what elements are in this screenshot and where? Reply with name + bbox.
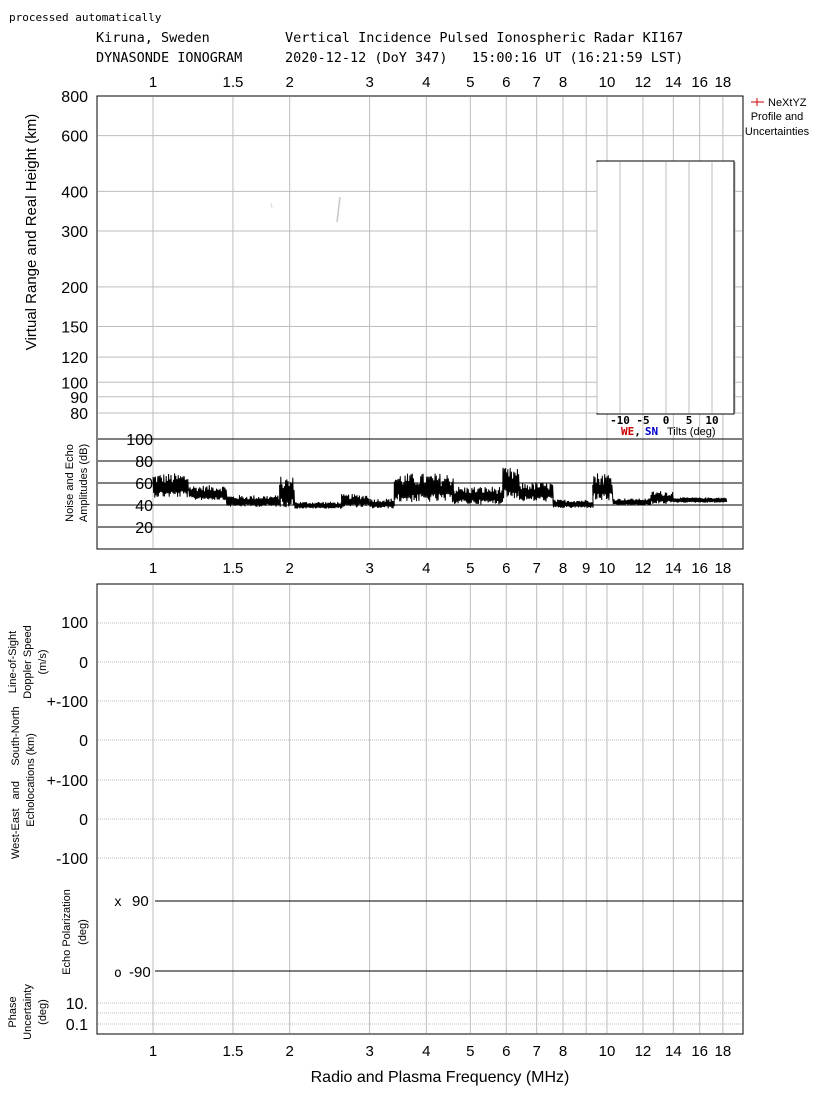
doppler-tick-label: 0 <box>79 655 88 672</box>
echoloc-sn-tick-label: 0 <box>79 733 88 750</box>
freq-tick-label: 1.5 <box>222 74 244 91</box>
amp-tick-label: 60 <box>135 476 153 493</box>
echoloc-we-tick-label: -100 <box>55 851 88 868</box>
echolocation-axis <box>47 733 88 868</box>
echoloc-sn-tick-label: +-100 <box>46 773 88 790</box>
height-tick-label: 400 <box>61 184 88 202</box>
freq-tick-label: 5 <box>466 560 475 577</box>
echo-trace <box>337 197 340 222</box>
height-tick-label: 100 <box>61 375 88 393</box>
echoloc-label-2: South-North <box>10 706 22 766</box>
tilt-we: WE <box>621 425 635 438</box>
echoloc-label-3: Echolocations (km) <box>25 733 37 827</box>
doppler-tick-label: 100 <box>61 615 88 632</box>
tilt-label <box>621 425 658 438</box>
doppler-label-2: Doppler Speed <box>22 625 34 699</box>
freq-tick-label: 7 <box>532 74 541 91</box>
legend-line1: NeXtYZ <box>768 97 807 109</box>
height-tick-label: 200 <box>61 279 88 297</box>
x-axis-label: Radio and Plasma Frequency (MHz) <box>310 1069 570 1086</box>
freq-tick-label: 12 <box>634 560 652 577</box>
tilt-tick-label: 5 <box>685 414 693 427</box>
freq-tick-label: 4 <box>422 74 431 91</box>
doppler-axis <box>47 615 88 711</box>
polar-o-value: -90 <box>129 964 151 981</box>
freq-tick-label: 16 <box>691 560 709 577</box>
freq-tick-label: 10 <box>598 1043 616 1060</box>
legend <box>745 97 810 138</box>
freq-tick-label: 14 <box>664 1043 682 1060</box>
polar-label-2: (deg) <box>77 919 89 945</box>
freq-tick-label: 12 <box>634 1043 652 1060</box>
tilt-tick-label: -5 <box>636 414 650 427</box>
height-axis-label: Virtual Range and Real Height (km) <box>23 113 40 351</box>
freq-tick-label: 12 <box>634 74 652 91</box>
height-tick-label: 120 <box>61 350 88 368</box>
amp-tick-label: 20 <box>135 520 153 537</box>
freq-axis-bottom <box>149 1043 731 1060</box>
amp-label-2: Amplitudes (dB) <box>78 443 90 523</box>
freq-tick-label: 8 <box>558 74 568 91</box>
height-tick-label: 800 <box>61 89 88 106</box>
polar-x-value: 90 <box>132 893 149 910</box>
height-tick-label: 600 <box>61 128 88 146</box>
legend-line2: Profile and <box>750 111 804 123</box>
tilt-tick-label: -10 <box>610 414 630 427</box>
doppler-tick-label: +-100 <box>46 694 88 711</box>
freq-tick-label: 1 <box>148 560 158 577</box>
freq-axis-mid <box>149 560 731 577</box>
freq-tick-label: 1 <box>148 74 158 91</box>
freq-tick-label: 16 <box>691 1043 709 1060</box>
freq-tick-label: 2 <box>285 1043 294 1060</box>
amp-tick-label: 80 <box>135 454 153 471</box>
height-tick-label: 300 <box>61 224 88 242</box>
height-tick-label: 150 <box>61 319 88 337</box>
echoloc-we-tick-label: 0 <box>79 812 88 829</box>
echoloc-label-1: West-East and <box>10 780 22 860</box>
freq-tick-label: 7 <box>532 1043 541 1060</box>
radar-title: Vertical Incidence Pulsed Ionospheric Radar KI167 <box>285 30 684 46</box>
tilt-sn: SN <box>644 425 659 438</box>
freq-tick-label: 5 <box>466 74 475 91</box>
freq-tick-label: 10 <box>598 560 616 577</box>
tilt-tick-label: 10 <box>705 414 719 427</box>
product-title: DYNASONDE IONOGRAM <box>96 50 243 66</box>
freq-tick-label: 18 <box>714 74 732 91</box>
station-name: Kiruna, Sweden <box>96 30 210 46</box>
freq-tick-label: 5 <box>466 1043 475 1060</box>
freq-tick-label: 3 <box>365 74 374 91</box>
polar-label-1: Echo Polarization <box>61 889 73 975</box>
height-tick-label: 80 <box>70 406 88 423</box>
freq-tick-label: 8 <box>558 560 568 577</box>
phase-axis <box>66 996 88 1034</box>
freq-tick-label: 6 <box>502 1043 511 1060</box>
freq-tick-label: 14 <box>664 74 682 91</box>
amp-label-1: Noise and Echo <box>64 444 76 522</box>
freq-tick-label: 1 <box>148 1043 158 1060</box>
phase-tick-label: 0.1 <box>65 1017 88 1034</box>
doppler-label-3: (m/s) <box>37 649 49 675</box>
phase-label-3: (deg) <box>37 999 49 1025</box>
freq-tick-label: 1.5 <box>222 560 244 577</box>
polar-o-mark: o <box>114 966 122 981</box>
freq-tick-label: 1.5 <box>222 1043 244 1060</box>
tilt-units: Tilts (deg) <box>667 426 716 438</box>
freq-tick-label: 6 <box>502 74 511 91</box>
freq-tick-label: 3 <box>365 1043 374 1060</box>
phase-tick-label: 10. <box>65 996 88 1013</box>
echo-traces <box>271 197 340 222</box>
amplitude-axis <box>126 432 153 537</box>
noise-amplitude-line <box>153 468 727 509</box>
freq-tick-label: 18 <box>714 560 732 577</box>
freq-tick-label: 2 <box>285 74 294 91</box>
lower-grid <box>98 623 742 1024</box>
echo-trace <box>271 203 272 208</box>
amp-tick-label: 40 <box>135 498 153 515</box>
height-tick-label: 90 <box>70 389 88 407</box>
freq-tick-label: 6 <box>502 560 511 577</box>
freq-tick-label: 9 <box>582 560 591 577</box>
height-axis <box>61 89 88 423</box>
freq-axis-top <box>149 74 731 91</box>
tilt-tick-label: 0 <box>662 414 670 427</box>
tilt-comma: , <box>634 425 641 438</box>
phase-label-2: Uncertainty <box>22 984 34 1040</box>
freq-tick-label: 10 <box>598 74 616 91</box>
freq-tick-label: 4 <box>422 1043 431 1060</box>
phase-label-1: Phase <box>7 996 19 1028</box>
freq-tick-label: 16 <box>691 74 709 91</box>
freq-tick-label: 7 <box>532 560 541 577</box>
freq-tick-label: 8 <box>558 1043 568 1060</box>
lower-panel-frame <box>97 584 743 1034</box>
datetime: 2020-12-12 (DoY 347) 15:00:16 UT (16:21:59 LST) <box>285 50 684 66</box>
freq-tick-label: 18 <box>714 1043 732 1060</box>
processed-note: processed automatically <box>9 11 162 24</box>
doppler-label-1: Line-of-Sight <box>7 630 19 694</box>
freq-tick-label: 4 <box>422 560 431 577</box>
polar-x-mark: x <box>114 895 122 910</box>
freq-tick-label: 2 <box>285 560 294 577</box>
legend-line3: Uncertainties <box>744 126 810 138</box>
freq-tick-label: 14 <box>664 560 682 577</box>
amp-tick-label: 100 <box>126 432 153 449</box>
freq-tick-label: 3 <box>365 560 374 577</box>
